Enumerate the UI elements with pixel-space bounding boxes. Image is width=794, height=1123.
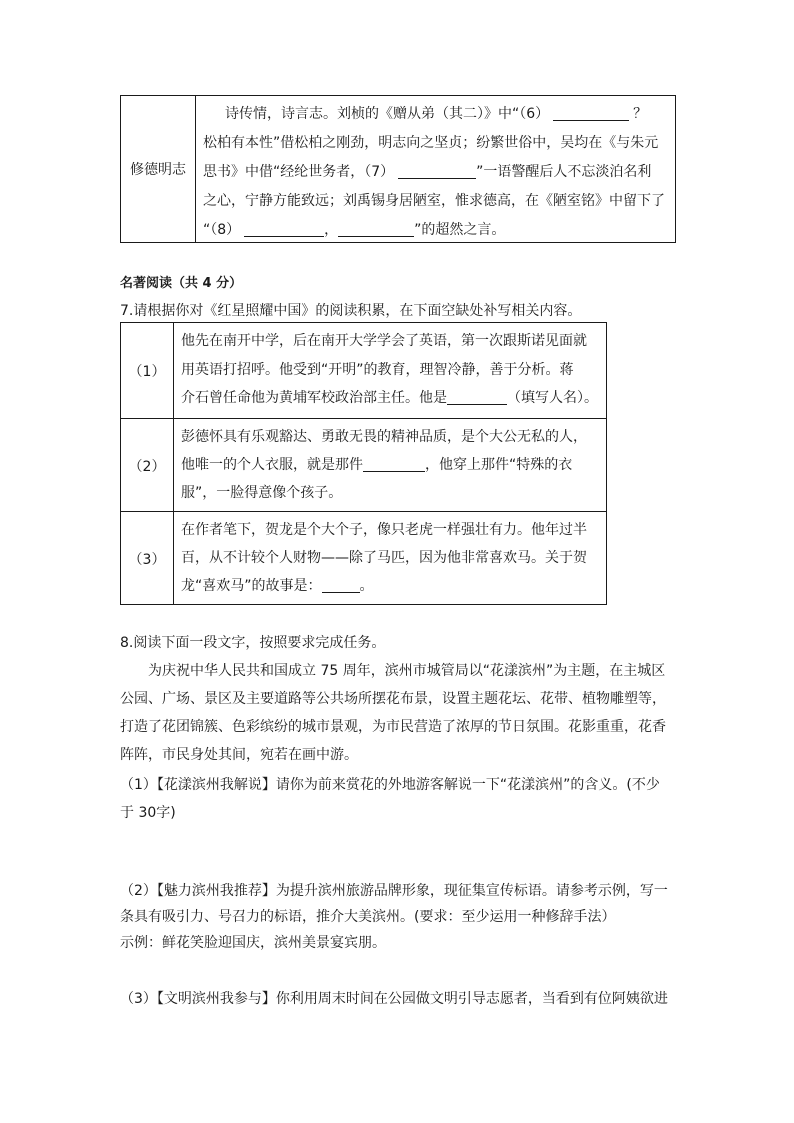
poetry-line-1: 诗传情，诗言志。刘桢的《赠从弟（其二）》中“（6） bbox=[225, 106, 550, 122]
blank-8a[interactable] bbox=[244, 222, 324, 237]
poetry-line-5-comma: ， bbox=[324, 222, 339, 238]
task-2-line-1: （2）【魅力滨州我推荐】为提升滨州旅游品牌形象，现征集宣传标语。请参考示例，写一 bbox=[120, 883, 668, 899]
row3-line-2: 百，从不计较个人财物——除了马匹，因为他非常喜欢马。关于贺 bbox=[181, 550, 587, 566]
table-row bbox=[121, 511, 606, 605]
row2-line-2: 他唯一的个人衣服，就是那件 bbox=[181, 457, 363, 473]
poetry-line-2: 松柏有本性”借松柏之刚劲，明志向之坚贞；纷繁世俗中，吴均在《与朱元 bbox=[203, 135, 659, 151]
passage-line-2: 公园、广场、景区及主要道路等公共场所摆花布景，设置主题花坛、花带、植物雕塑等， bbox=[120, 691, 666, 707]
table-row bbox=[121, 323, 606, 418]
row2-line-2-end: ，他穿上那件“特殊的衣 bbox=[425, 457, 573, 473]
row1-line-1: 他先在南开中学，后在南开大学学会了英语，第一次跟斯诺见面就 bbox=[181, 333, 587, 349]
poetry-line-5-end: ”的超然之言。 bbox=[414, 222, 506, 238]
task-2-example: 示例：鲜花笑脸迎国庆，滨州美景宴宾朋。 bbox=[120, 935, 386, 951]
row2-line-3: 服”，一脸得意像个孩子。 bbox=[181, 485, 343, 501]
task-1-line-2: 于 30字) bbox=[120, 805, 176, 821]
blank-q7-1[interactable] bbox=[447, 390, 507, 405]
poetry-line-1-end: ？ bbox=[633, 106, 648, 122]
passage-line-1: 为庆祝中华人民共和国成立 75 周年，滨州市城管局以“花漾滨州”为主题，在主城区 bbox=[148, 663, 666, 679]
passage-line-4: 阵阵，市民身处其间，宛若在画中游。 bbox=[120, 747, 358, 763]
row-content bbox=[173, 323, 606, 418]
red-star-table bbox=[120, 322, 607, 605]
row3-line-3: 龙“喜欢马”的故事是： bbox=[181, 578, 322, 594]
passage-line-3: 打造了花团锦簇、色彩缤纷的城市景观，为市民营造了浓厚的节日氛围。花影重重，花香 bbox=[120, 719, 666, 735]
row3-line-1: 在作者笔下，贺龙是个大个子，像只老虎一样强壮有力。他年过半 bbox=[181, 522, 587, 538]
table-row bbox=[121, 418, 606, 512]
question-7: 7.请根据你对《红星照耀中国》的阅读积累，在下面空缺处补写相关内容。 bbox=[120, 303, 582, 319]
row1-line-2: 用英语打招呼。他受到“开明”的教育，理智冷静，善于分析。蒋 bbox=[181, 362, 574, 378]
blank-7[interactable] bbox=[398, 164, 476, 179]
poetry-table-text bbox=[195, 96, 675, 242]
poetry-table-label: 修德明志 bbox=[121, 96, 196, 242]
row-number: （3） bbox=[121, 512, 174, 605]
blank-q7-2[interactable] bbox=[363, 457, 425, 472]
row2-line-1: 彭德怀具有乐观豁达、勇敢无畏的精神品质，是个大公无私的人， bbox=[181, 429, 587, 445]
row1-line-3: 介石曾任命他为黄埔军校政治部主任。他是 bbox=[181, 390, 447, 406]
poetry-line-4: 之心，宁静方能致远；刘禹锡身居陋室，惟求德高，在《陋室铭》中留下了 bbox=[203, 193, 665, 209]
row1-line-3-end: （填写人名）。 bbox=[507, 390, 598, 406]
blank-8b[interactable] bbox=[338, 222, 414, 237]
row-number: （1） bbox=[121, 323, 174, 418]
row3-line-3-end: 。 bbox=[359, 578, 374, 594]
section-title: 名著阅读（共 4 分） bbox=[120, 276, 243, 291]
row-content bbox=[173, 419, 606, 512]
question-8-intro: 8.阅读下面一段文字，按照要求完成任务。 bbox=[120, 635, 386, 651]
poetry-line-3-end: ”一语警醒后人不忘淡泊名利 bbox=[476, 164, 652, 180]
blank-6[interactable] bbox=[553, 106, 629, 121]
row-content bbox=[173, 512, 606, 605]
task-3-line-1: （3）【文明滨州我参与】你利用周末时间在公园做文明引导志愿者，当看到有位阿姨欲进 bbox=[120, 991, 668, 1007]
row-number: （2） bbox=[121, 419, 174, 512]
poetry-table bbox=[120, 95, 676, 243]
poetry-line-5: “（8） bbox=[203, 222, 241, 238]
task-2-line-2: 条具有吸引力、号召力的标语，推介大美滨州。(要求：至少运用一种修辞手法） bbox=[120, 909, 616, 925]
task-1-line-1: （1）【花漾滨州我解说】请你为前来赏花的外地游客解说一下“花漾滨州”的含义。(不少 bbox=[120, 777, 660, 793]
poetry-line-3: 思书》中借“经纶世务者，（7） bbox=[203, 164, 395, 180]
blank-q7-3[interactable] bbox=[322, 578, 360, 593]
